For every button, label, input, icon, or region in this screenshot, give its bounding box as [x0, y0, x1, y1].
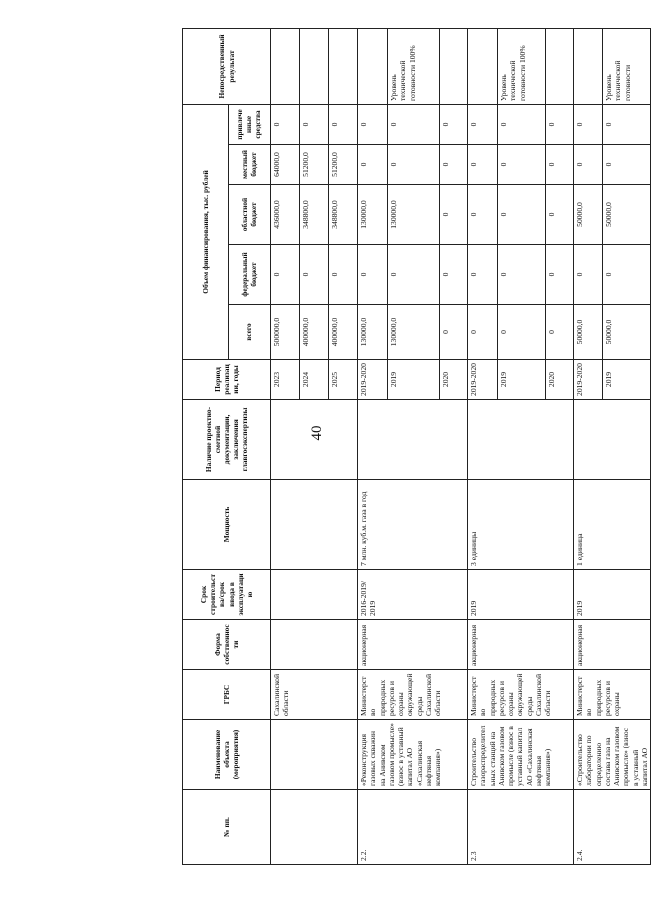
cell-total: 400000,0 [300, 305, 329, 360]
cell-federal: 0 [546, 245, 574, 305]
cell-term: 2019 [574, 570, 651, 620]
cell-docs [574, 400, 651, 480]
cell-regional: 0 [498, 185, 546, 245]
cell-docs [358, 400, 468, 480]
header-name: Наименование объекта (мероприятия) [183, 720, 271, 790]
cell-term [271, 570, 358, 620]
cell-attracted: 0 [468, 104, 498, 144]
cell-total: 0 [468, 305, 498, 360]
cell-total: 130000,0 [358, 305, 388, 360]
cell-num: 2.2. [358, 790, 468, 865]
cell-period: 2019-2020 [358, 360, 388, 400]
cell-attracted: 0 [498, 104, 546, 144]
header-term: Срок строительства/срок ввода в эксплуатацию [183, 570, 271, 620]
cell-local: 0 [498, 145, 546, 185]
cell-federal: 0 [329, 245, 358, 305]
header-regional: областной бюджет [229, 185, 271, 245]
cell-federal: 0 [358, 245, 388, 305]
cell-attracted: 0 [358, 104, 388, 144]
cell-result [468, 28, 498, 104]
cell-result [358, 28, 388, 104]
cell-total: 0 [546, 305, 574, 360]
cell-total: 0 [498, 305, 546, 360]
cell-regional: 436000,0 [271, 185, 300, 245]
header-num: № пп. [183, 790, 271, 865]
cell-local: 64000,0 [271, 145, 300, 185]
cell-total: 50000,0 [574, 305, 603, 360]
header-attracted: привлеченные средства [229, 104, 271, 144]
cell-capacity: 1 единица [574, 480, 651, 570]
cell-regional: 130000,0 [358, 185, 388, 245]
cell-local: 51200,0 [300, 145, 329, 185]
cell-federal: 0 [271, 245, 300, 305]
table-row [358, 28, 388, 864]
cell-local: 0 [574, 145, 603, 185]
cell-attracted: 0 [546, 104, 574, 144]
cell-regional: 0 [468, 185, 498, 245]
cell-docs [468, 400, 574, 480]
cell-period: 2019-2020 [468, 360, 498, 400]
cell-attracted: 0 [440, 104, 468, 144]
financing-table [182, 28, 651, 865]
cell-grbs: Министерство природных ресурсов и охраны окружающей среды Сахалинской области [468, 670, 574, 720]
cell-attracted: 0 [271, 104, 300, 144]
header-row [183, 28, 229, 864]
cell-num: 2.4. [574, 790, 651, 865]
header-period: Период реализации, годы [183, 360, 271, 400]
cell-result [546, 28, 574, 104]
table-row [271, 28, 300, 864]
cell-term: 2016-2019/ 2019 [358, 570, 468, 620]
cell-docs [271, 400, 358, 480]
cell-name: «Реконструкция газовых скважин на Анивском газовом промысле» (взнос в уставный капитал АО «Сахалинская нефтяная компания») [358, 720, 468, 790]
header-federal: федеральный бюджет [229, 245, 271, 305]
cell-name: Строительство газораспределительных станций на Анивском газовом промысле (взнос в уставный капитал АО «Сахалинская нефтяная компания») [468, 720, 574, 790]
cell-local: 0 [468, 145, 498, 185]
cell-total: 50000,0 [603, 305, 651, 360]
cell-regional: 348800,0 [300, 185, 329, 245]
cell-local: 0 [388, 145, 440, 185]
header-result: Непосредственный результат [183, 28, 271, 104]
cell-capacity: 3 единицы [468, 480, 574, 570]
cell-attracted: 0 [329, 104, 358, 144]
cell-capacity [271, 480, 358, 570]
cell-federal: 0 [498, 245, 546, 305]
cell-num: 2.3 [468, 790, 574, 865]
cell-result [271, 28, 300, 104]
cell-period: 2019 [498, 360, 546, 400]
page-number: 40 [309, 425, 325, 441]
header-docs: Наличие проектно-сметной документации, заключения главгосэкспертизы [183, 400, 271, 480]
cell-grbs: Министерство природных ресурсов и охраны [574, 670, 651, 720]
cell-total: 0 [440, 305, 468, 360]
cell-result [329, 28, 358, 104]
cell-ownership: акционерная [574, 620, 651, 670]
cell-regional: 0 [546, 185, 574, 245]
cell-attracted: 0 [574, 104, 603, 144]
cell-total: 500000,0 [271, 305, 300, 360]
cell-result [300, 28, 329, 104]
cell-period: 2023 [271, 360, 300, 400]
cell-result [440, 28, 468, 104]
cell-grbs: Сахалинской области [271, 670, 358, 720]
cell-federal: 0 [440, 245, 468, 305]
cell-attracted: 0 [603, 104, 651, 144]
cell-local: 0 [358, 145, 388, 185]
cell-regional: 130000,0 [388, 185, 440, 245]
cell-regional: 348800,0 [329, 185, 358, 245]
table-row [574, 28, 603, 864]
cell-period: 2020 [440, 360, 468, 400]
cell-federal: 0 [388, 245, 440, 305]
cell-num [271, 790, 358, 865]
cell-capacity: 7 млн. куб.м. газа в год [358, 480, 468, 570]
cell-result: Уровень технической готовности 100% [388, 28, 440, 104]
cell-local: 0 [440, 145, 468, 185]
cell-name [271, 720, 358, 790]
cell-period: 2019 [388, 360, 440, 400]
cell-ownership [271, 620, 358, 670]
cell-total: 130000,0 [388, 305, 440, 360]
header-local: местный бюджет [229, 145, 271, 185]
cell-regional: 0 [440, 185, 468, 245]
cell-name: «Строительство лаборатории по определению состава газа на Анивском газовом промысле» (взнос в уставный капитал АО [574, 720, 651, 790]
rotated-table-container [182, 29, 649, 865]
cell-attracted: 0 [388, 104, 440, 144]
cell-local: 51200,0 [329, 145, 358, 185]
cell-federal: 0 [603, 245, 651, 305]
cell-result: Уровень технической готовности [603, 28, 651, 104]
cell-regional: 50000,0 [603, 185, 651, 245]
header-total: всего [229, 305, 271, 360]
cell-federal: 0 [574, 245, 603, 305]
cell-local: 0 [546, 145, 574, 185]
cell-ownership: акционерная [358, 620, 468, 670]
cell-federal: 0 [300, 245, 329, 305]
cell-attracted: 0 [300, 104, 329, 144]
cell-period: 2024 [300, 360, 329, 400]
cell-total: 400000,0 [329, 305, 358, 360]
cell-term: 2019 [468, 570, 574, 620]
cell-period: 2025 [329, 360, 358, 400]
header-funding: Объем финансирования, тыс. рублей [183, 104, 229, 359]
cell-period: 2020 [546, 360, 574, 400]
header-ownership: Форма собственности [183, 620, 271, 670]
cell-local: 0 [603, 145, 651, 185]
cell-regional: 50000,0 [574, 185, 603, 245]
cell-federal: 0 [468, 245, 498, 305]
cell-result: Уровень технической готовности 100% [498, 28, 546, 104]
header-grbs: ГРБС [183, 670, 271, 720]
table-row [468, 28, 498, 864]
cell-result [574, 28, 603, 104]
header-capacity: Мощность [183, 480, 271, 570]
cell-ownership: акционерная [468, 620, 574, 670]
cell-grbs: Министерство природных ресурсов и охраны окружающей среды Сахалинской области [358, 670, 468, 720]
cell-period: 2019 [603, 360, 651, 400]
cell-period: 2019-2020 [574, 360, 603, 400]
